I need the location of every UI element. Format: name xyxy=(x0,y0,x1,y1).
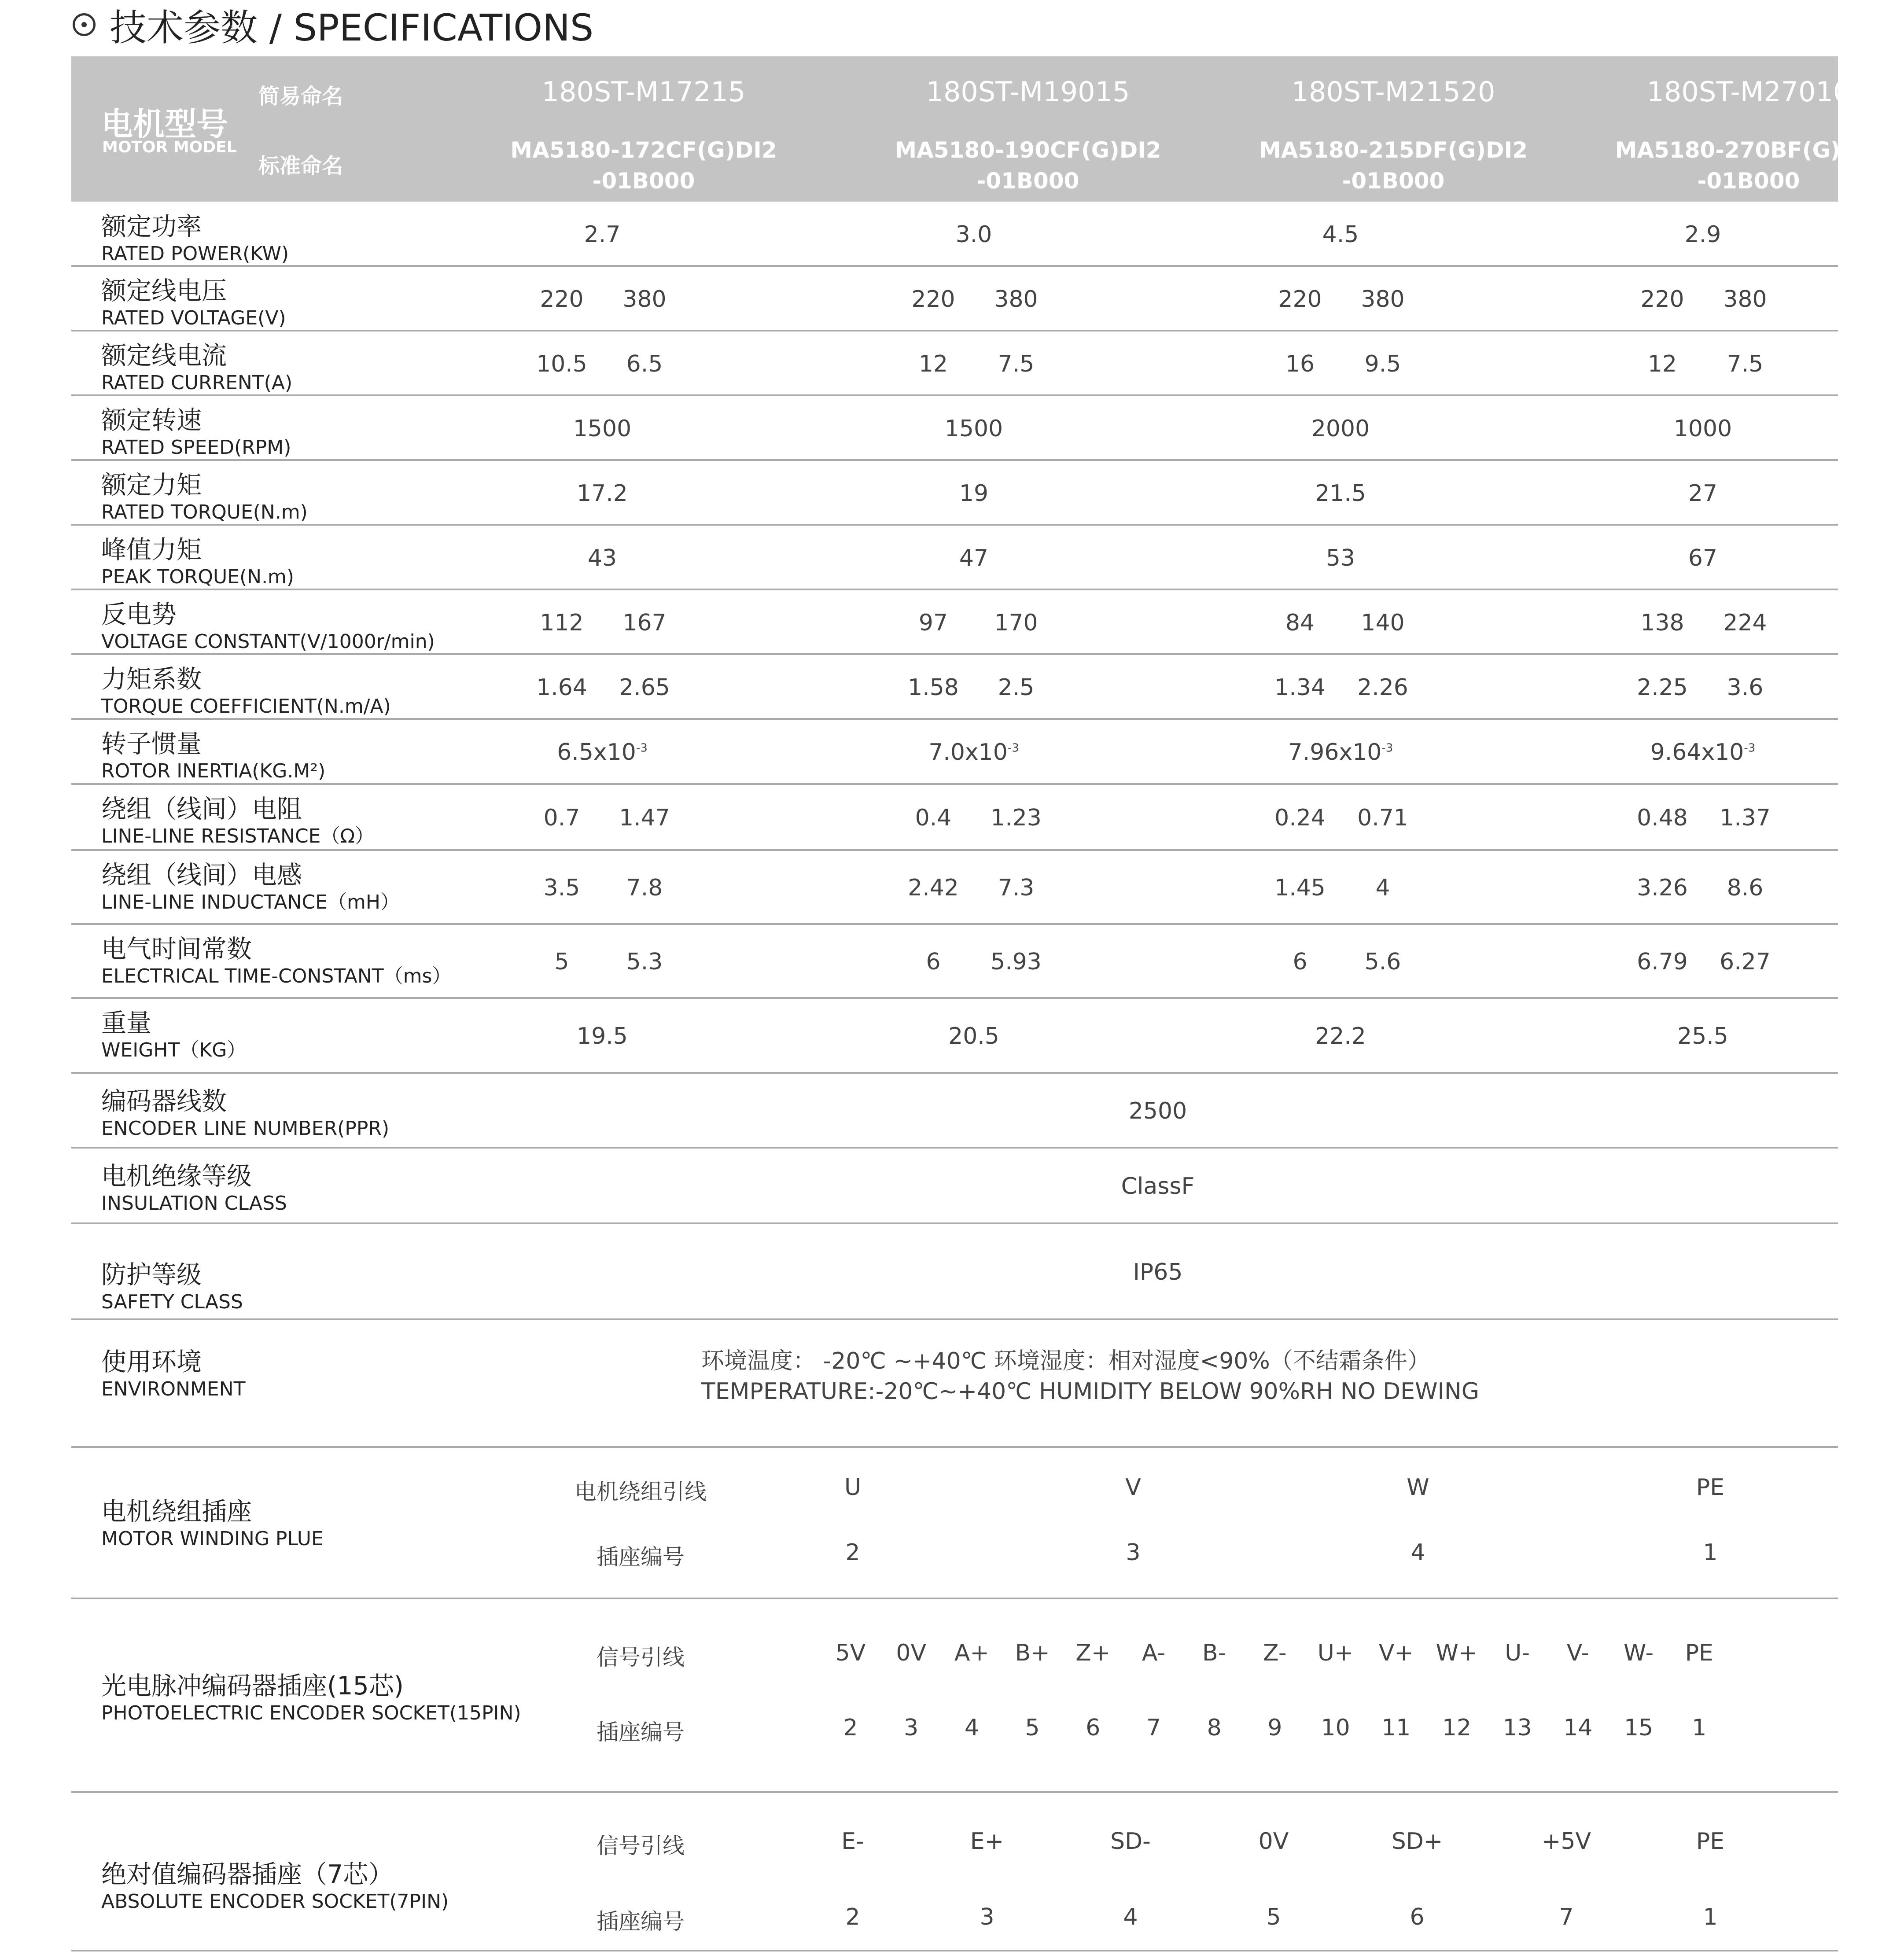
pin-number: 13 xyxy=(1503,1715,1532,1741)
spec-label xyxy=(101,934,451,988)
connector-label-en: ABSOLUTE ENCODER SOCKET(7PIN) xyxy=(101,1890,449,1913)
pin-number: 8 xyxy=(1207,1715,1222,1741)
model-standard-name: MA5180-270BF(G)DI2 -01B000 xyxy=(1615,137,1882,194)
spec-value-b: 224 xyxy=(1723,609,1767,636)
spec-value-a: 0.7 xyxy=(543,805,580,831)
pin-number: 3 xyxy=(904,1715,919,1741)
spec-value-b: 7.3 xyxy=(998,875,1035,901)
spec-value-merged: IP65 xyxy=(1133,1259,1183,1285)
pin-number: 2 xyxy=(845,1539,860,1566)
spec-value-b: 7.8 xyxy=(626,875,663,901)
signal-name: A+ xyxy=(954,1640,989,1666)
spec-label-cn: 额定线电流 xyxy=(101,341,227,370)
connector-winding xyxy=(71,1448,1838,1599)
spec-row-etc xyxy=(71,925,1838,999)
spec-label-cn: 额定线电压 xyxy=(101,276,227,306)
spec-value-a: 1.45 xyxy=(1274,875,1326,901)
spec-value: 2000 xyxy=(1311,415,1370,442)
model-standard-name: MA5180-172CF(G)DI2 -01B000 xyxy=(510,137,777,194)
signal-name: 0V xyxy=(1258,1828,1289,1855)
connector-label-cn: 光电脉冲编码器插座(15芯) xyxy=(101,1672,404,1701)
spec-value-a: 220 xyxy=(1278,286,1322,313)
spec-row-safety xyxy=(71,1224,1838,1320)
model-column-1 xyxy=(457,56,831,202)
pin-number: 2 xyxy=(843,1715,858,1741)
pin-number: 6 xyxy=(1410,1904,1425,1930)
spec-value: $6.5x10^{-3}$ xyxy=(557,739,648,766)
connector-label xyxy=(101,1859,449,1914)
row-divider xyxy=(71,1950,1838,1951)
spec-value-b: 2.65 xyxy=(619,674,670,701)
signal-name: 5V xyxy=(835,1640,866,1666)
spec-value-a: 3.5 xyxy=(543,875,580,901)
spec-value: 17.2 xyxy=(577,480,628,507)
spec-label-cn: 额定力矩 xyxy=(101,471,202,500)
spec-row-encoder xyxy=(71,1074,1838,1149)
spec-value-a: 1.64 xyxy=(536,674,587,701)
spec-value-b: 9.5 xyxy=(1364,350,1401,377)
model-column-4 xyxy=(1562,56,1904,202)
spec-label-en: RATED POWER(KW) xyxy=(101,243,289,265)
spec-value-b: 2.5 xyxy=(998,674,1035,701)
spec-value: 1000 xyxy=(1673,415,1732,442)
spec-value-a: 112 xyxy=(540,609,584,636)
spec-row-power xyxy=(71,202,1838,267)
spec-value-b: 4 xyxy=(1375,875,1390,901)
spec-row-current xyxy=(71,331,1838,396)
spec-label-en: ENVIRONMENT xyxy=(101,1378,246,1400)
spec-label xyxy=(101,860,400,914)
environment-line-cn: 环境温度： -20℃ ~+40℃ 环境湿度：相对湿度<90%（不结霜条件） xyxy=(701,1348,1430,1374)
signal-name: +5V xyxy=(1541,1828,1591,1855)
spec-label-cn: 电机绝缘等级 xyxy=(101,1162,252,1191)
pin-number: 4 xyxy=(1123,1904,1138,1930)
signal-name: PE xyxy=(1696,1828,1725,1855)
spec-value-a: 2.42 xyxy=(908,875,959,901)
spec-label xyxy=(101,1161,287,1215)
pin-row-label: 插座编号 xyxy=(597,1719,685,1745)
spec-label-en: TORQUE COEFFICIENT(N.m/A) xyxy=(101,695,391,718)
spec-label xyxy=(101,729,325,783)
spec-value-b: 5.93 xyxy=(991,949,1042,975)
pin-number: 1 xyxy=(1703,1539,1718,1566)
signal-name: V xyxy=(1125,1474,1141,1501)
connector-label xyxy=(101,1671,521,1725)
spec-value: 1500 xyxy=(573,415,632,442)
spec-value: $7.0x10^{-3}$ xyxy=(928,739,1019,766)
spec-value-b: 1.47 xyxy=(619,805,670,831)
spec-label-en: PEAK TORQUE(N.m) xyxy=(101,566,295,588)
spec-value-merged: 2500 xyxy=(1128,1098,1187,1124)
spec-label xyxy=(101,534,294,589)
spec-value-merged: ClassF xyxy=(1121,1173,1195,1200)
spec-value-b: 170 xyxy=(994,609,1038,636)
spec-label-cn: 峰值力矩 xyxy=(101,535,202,564)
spec-value: 2.7 xyxy=(584,221,621,248)
spec-value-b: 7.5 xyxy=(998,350,1035,377)
model-standard-name: MA5180-215DF(G)DI2 -01B000 xyxy=(1259,137,1528,194)
signal-name: A- xyxy=(1142,1640,1166,1666)
spec-label-cn: 力矩系数 xyxy=(101,665,202,694)
spec-label-en: ROTOR INERTIA(KG.M²) xyxy=(101,760,326,782)
model-short-name: 180ST-M19015 xyxy=(926,76,1130,108)
signal-name: W+ xyxy=(1436,1640,1478,1666)
spec-label-cn: 防护等级 xyxy=(101,1260,202,1289)
spec-value: $9.64x10^{-3}$ xyxy=(1650,739,1756,766)
table-header xyxy=(71,56,1882,202)
spec-value-b: 5.6 xyxy=(1364,949,1401,975)
signal-name: U xyxy=(844,1474,862,1501)
spec-value: 47 xyxy=(959,545,989,571)
spec-label-en: LINE-LINE RESISTANCE（Ω） xyxy=(101,825,375,847)
signal-name: Z- xyxy=(1263,1640,1287,1666)
spec-value-a: 16 xyxy=(1285,350,1315,377)
spec-value-b: 1.23 xyxy=(991,805,1042,831)
spec-row-torque xyxy=(71,461,1838,526)
spec-label xyxy=(101,1347,245,1401)
spec-value: 4.5 xyxy=(1322,221,1359,248)
pin-number: 12 xyxy=(1442,1715,1472,1741)
signal-row-label: 电机绕组引线 xyxy=(575,1479,707,1505)
spec-value: 25.5 xyxy=(1677,1023,1728,1049)
spec-label xyxy=(101,664,391,718)
spec-value-a: 10.5 xyxy=(536,350,587,377)
spec-label-cn: 绕组（线间）电感 xyxy=(101,861,302,890)
model-short-name: 180ST-M21520 xyxy=(1291,76,1495,108)
spec-label-en: RATED TORQUE(N.m) xyxy=(101,501,308,523)
spec-label xyxy=(101,211,289,266)
signal-row-label: 信号引线 xyxy=(597,1833,685,1859)
spec-value: 21.5 xyxy=(1315,480,1366,507)
spec-value-a: 1.34 xyxy=(1274,674,1326,701)
spec-label-cn: 编码器线数 xyxy=(101,1087,227,1116)
connector-label-cn: 电机绕组插座 xyxy=(101,1497,252,1526)
spec-value-a: 0.4 xyxy=(915,805,952,831)
spec-value: 22.2 xyxy=(1315,1023,1366,1049)
signal-name: B- xyxy=(1202,1640,1226,1666)
pin-number: 6 xyxy=(1086,1715,1101,1741)
spec-label-cn: 额定功率 xyxy=(101,212,202,241)
spec-value-a: 220 xyxy=(540,286,584,313)
spec-label-cn: 重量 xyxy=(101,1009,151,1038)
circle-dot-icon xyxy=(73,13,96,36)
signal-name: 0V xyxy=(896,1640,927,1666)
spec-value-b: 380 xyxy=(622,286,667,313)
spec-value-a: 0.48 xyxy=(1637,805,1688,831)
spec-value: 2.9 xyxy=(1684,221,1721,248)
spec-label-en: INSULATION CLASS xyxy=(101,1192,287,1215)
spec-value-b: 380 xyxy=(1361,286,1405,313)
signal-name: V- xyxy=(1566,1640,1590,1666)
spec-label xyxy=(101,1259,243,1314)
spec-label-cn: 绕组（线间）电阻 xyxy=(101,795,302,824)
spec-label-en: RATED SPEED(RPM) xyxy=(101,436,291,459)
motor-model-label-cn: 电机型号 xyxy=(101,106,228,143)
spec-value-b: 0.71 xyxy=(1357,805,1408,831)
exponent: -3 xyxy=(1007,741,1019,755)
pin-number: 15 xyxy=(1624,1715,1654,1741)
pin-row-label: 插座编号 xyxy=(597,1909,685,1934)
signal-name: V+ xyxy=(1378,1640,1414,1666)
spec-value-a: 12 xyxy=(918,350,948,377)
exponent: -3 xyxy=(1381,741,1393,755)
signal-name: U+ xyxy=(1317,1640,1354,1666)
spec-label-en: LINE-LINE INDUCTANCE（mH） xyxy=(101,891,400,913)
pin-number: 5 xyxy=(1266,1904,1281,1930)
pin-number: 10 xyxy=(1321,1715,1350,1741)
spec-value-b: 7.5 xyxy=(1727,350,1764,377)
model-standard-name: MA5180-190CF(G)DI2 -01B000 xyxy=(895,137,1161,194)
spec-value-a: 0.24 xyxy=(1274,805,1326,831)
pin-number: 3 xyxy=(1126,1539,1141,1566)
simple-name-label: 简易命名 xyxy=(258,84,343,109)
spec-value: $7.96x10^{-3}$ xyxy=(1288,739,1393,766)
spec-value-a: 6 xyxy=(926,949,941,975)
model-short-name: 180ST-M27010 xyxy=(1646,76,1851,108)
connector-label-cn: 绝对值编码器插座（7芯） xyxy=(101,1860,394,1889)
spec-value: 27 xyxy=(1688,480,1718,507)
spec-value-a: 3.26 xyxy=(1637,875,1688,901)
spec-value-b: 380 xyxy=(994,286,1038,313)
spec-label-en: RATED CURRENT(A) xyxy=(101,372,293,394)
pin-number: 14 xyxy=(1563,1715,1593,1741)
spec-label-en: ELECTRICAL TIME-CONSTANT（ms） xyxy=(101,965,452,987)
signal-name: B+ xyxy=(1015,1640,1050,1666)
spec-value-a: 1.58 xyxy=(908,674,959,701)
connector-encoder15 xyxy=(71,1599,1838,1793)
spec-value: 19 xyxy=(959,480,989,507)
pin-number: 9 xyxy=(1267,1715,1282,1741)
spec-value-a: 220 xyxy=(1640,286,1684,313)
spec-row-resist xyxy=(71,785,1838,851)
exponent: -3 xyxy=(636,741,648,755)
pin-number: 1 xyxy=(1692,1715,1707,1741)
spec-row-emf xyxy=(71,590,1838,655)
pin-number: 1 xyxy=(1703,1904,1718,1930)
spec-value-b: 2.26 xyxy=(1357,674,1408,701)
spec-value-a: 6 xyxy=(1293,949,1307,975)
spec-value: 43 xyxy=(587,545,617,571)
spec-value-a: 2.25 xyxy=(1637,674,1688,701)
spec-label-en: SAFETY CLASS xyxy=(101,1291,243,1313)
spec-value: 67 xyxy=(1688,545,1718,571)
pin-number: 2 xyxy=(845,1904,860,1930)
pin-number: 4 xyxy=(964,1715,979,1741)
spec-label xyxy=(101,276,286,330)
spec-value: 53 xyxy=(1326,545,1355,571)
model-column-2 xyxy=(841,56,1215,202)
spec-label-cn: 转子惯量 xyxy=(101,729,202,758)
standard-name-label: 标准命名 xyxy=(258,154,343,178)
spec-value-b: 8.6 xyxy=(1727,875,1764,901)
spec-row-peak xyxy=(71,526,1838,590)
spec-label-en: ENCODER LINE NUMBER(PPR) xyxy=(101,1117,390,1140)
spec-label-en: VOLTAGE CONSTANT(V/1000r/min) xyxy=(101,630,435,653)
pin-number: 7 xyxy=(1146,1715,1161,1741)
model-column-3 xyxy=(1206,56,1580,202)
signal-name: E- xyxy=(841,1828,864,1855)
spec-label-en: WEIGHT（KG） xyxy=(101,1039,247,1061)
spec-label-cn: 反电势 xyxy=(101,600,177,629)
spec-label xyxy=(101,1008,246,1062)
connector-label-en: PHOTOELECTRIC ENCODER SOCKET(15PIN) xyxy=(101,1702,521,1724)
signal-name: PE xyxy=(1685,1640,1713,1666)
signal-row-label: 信号引线 xyxy=(597,1645,685,1670)
spec-label-cn: 使用环境 xyxy=(101,1348,202,1377)
spec-label-cn: 额定转速 xyxy=(101,406,202,435)
spec-value-a: 220 xyxy=(911,286,955,313)
connector-label xyxy=(101,1496,324,1551)
spec-value-a: 5 xyxy=(554,949,569,975)
spec-value: 1500 xyxy=(944,415,1003,442)
model-short-name: 180ST-M17215 xyxy=(541,76,746,108)
signal-name: PE xyxy=(1696,1474,1725,1501)
signal-name: SD- xyxy=(1110,1828,1151,1855)
page-title-text: 技术参数 / SPECIFICATIONS xyxy=(110,6,594,49)
signal-name: SD+ xyxy=(1391,1828,1443,1855)
spec-label-en: RATED VOLTAGE(V) xyxy=(101,307,286,329)
environment-line-en: TEMPERATURE:-20℃~+40℃ HUMIDITY BELOW 90%RH NO DEWING xyxy=(701,1378,1480,1405)
spec-value: 20.5 xyxy=(948,1023,999,1049)
spec-value-b: 1.37 xyxy=(1720,805,1771,831)
signal-name: E+ xyxy=(970,1828,1004,1855)
signal-name: Z+ xyxy=(1075,1640,1111,1666)
pin-number: 7 xyxy=(1559,1904,1574,1930)
pin-number: 3 xyxy=(980,1904,994,1930)
connector-label-en: MOTOR WINDING PLUE xyxy=(101,1528,324,1550)
spec-value-a: 12 xyxy=(1647,350,1677,377)
spec-value-b: 6.27 xyxy=(1720,949,1771,975)
spec-value: 19.5 xyxy=(577,1023,628,1049)
spec-value-a: 6.79 xyxy=(1637,949,1688,975)
pin-row-label: 插座编号 xyxy=(597,1544,685,1570)
spec-value-b: 380 xyxy=(1723,286,1767,313)
spec-value-b: 140 xyxy=(1361,609,1405,636)
exponent: -3 xyxy=(1744,741,1756,755)
motor-model-label-en: MOTOR MODEL xyxy=(102,138,237,156)
spec-value-b: 5.3 xyxy=(626,949,663,975)
spec-value-a: 97 xyxy=(918,609,948,636)
signal-name: U- xyxy=(1505,1640,1530,1666)
spec-label xyxy=(101,470,308,524)
spec-value-a: 138 xyxy=(1640,609,1684,636)
page-title xyxy=(73,3,593,47)
spec-row-insul xyxy=(71,1149,1838,1224)
spec-label xyxy=(101,794,374,848)
spec-value-b: 3.6 xyxy=(1727,674,1764,701)
signal-name: W xyxy=(1407,1474,1429,1501)
spec-value-b: 167 xyxy=(622,609,667,636)
signal-name: W- xyxy=(1624,1640,1654,1666)
pin-number: 4 xyxy=(1411,1539,1425,1566)
pin-number: 5 xyxy=(1025,1715,1040,1741)
spec-value: 3.0 xyxy=(955,221,992,248)
pin-number: 11 xyxy=(1381,1715,1411,1741)
spec-label xyxy=(101,340,292,395)
spec-label xyxy=(101,599,435,654)
spec-value-a: 84 xyxy=(1285,609,1315,636)
spec-label-cn: 电气时间常数 xyxy=(101,935,252,964)
spec-label xyxy=(101,405,291,460)
spec-label xyxy=(101,1086,389,1141)
spec-value-b: 6.5 xyxy=(626,350,663,377)
